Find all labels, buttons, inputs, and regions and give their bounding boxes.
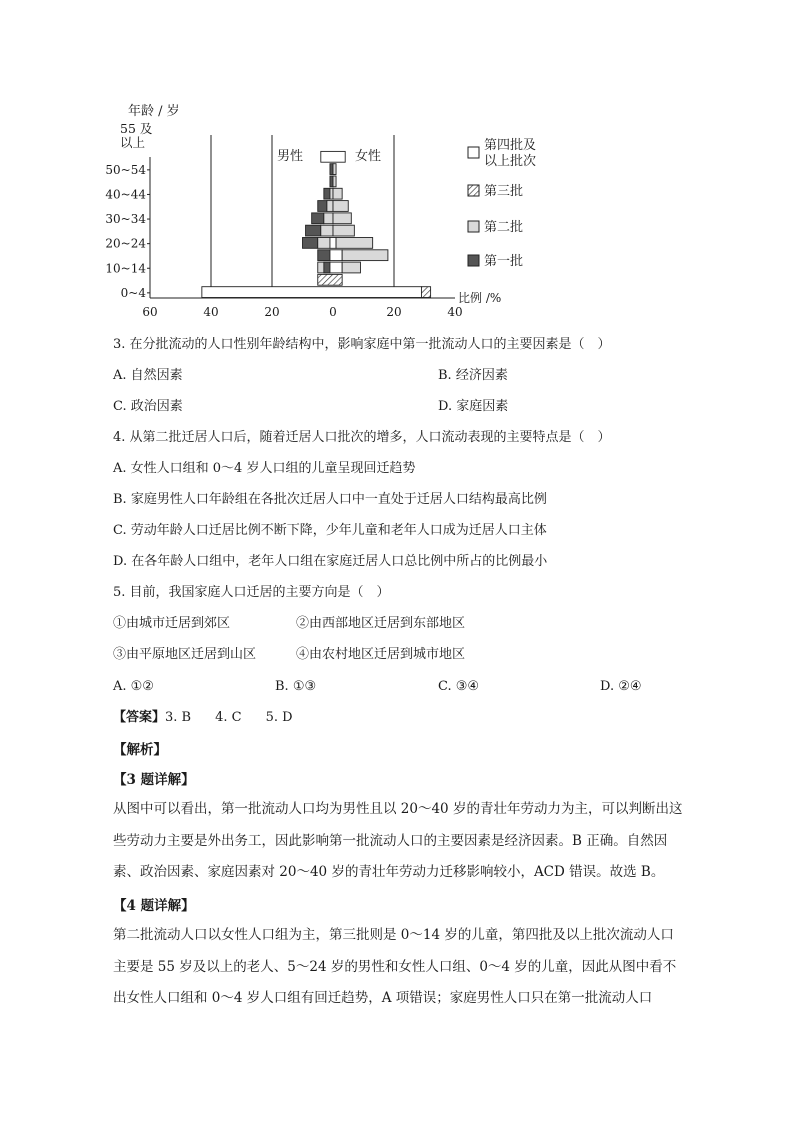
bar — [318, 274, 342, 285]
legend — [468, 137, 536, 269]
legend-label: 第一批 — [484, 254, 524, 269]
q4-option-a: A. 女性人口组和 0～4 岁人口组的儿童呈现回迁趋势 — [113, 461, 416, 476]
age-label: 0~4 — [120, 285, 146, 300]
q5-statement-2: ②由西部地区迁居到东部地区 — [296, 616, 466, 631]
question-3-stem: 3. 在分批流动的人口性别年龄结构中，影响家庭中第一批流动人口的主要因素是（ ） — [113, 337, 611, 352]
q5-statement-3: ③由平原地区迁居到山区 — [113, 647, 257, 662]
bar — [333, 164, 336, 175]
q3-option-a: A. 自然因素 — [113, 368, 183, 383]
q5-option-c: C. ③④ — [438, 679, 480, 694]
bar — [342, 250, 388, 261]
bar — [312, 213, 324, 224]
bar — [330, 176, 333, 187]
legend-label: 第二批 — [484, 220, 524, 235]
bar — [324, 262, 330, 273]
bar — [318, 250, 330, 261]
answer-key: 【答案】 — [113, 710, 166, 725]
answer-4: 4. C — [215, 710, 242, 725]
bar — [303, 238, 318, 249]
question-5-stem: 5. 目前，我国家庭人口迁居的主要方向是（ ） — [113, 585, 390, 600]
bar — [330, 250, 342, 261]
age-label: 以上 — [120, 135, 146, 150]
age-label: 20~24 — [105, 236, 146, 251]
female-label: 女性 — [355, 149, 382, 164]
bar — [330, 238, 336, 249]
bar — [324, 188, 330, 199]
bar — [330, 262, 342, 273]
answer-line — [113, 709, 293, 727]
age-labels — [105, 121, 152, 300]
population-pyramid-chart — [105, 95, 537, 320]
detail-4-title: 【4 题详解】 — [113, 898, 195, 914]
q4-option-b: B. 家庭男性人口年龄组在各批次迁居人口中一直处于迁居人口结构最高比例 — [113, 492, 547, 507]
q5-option-b: B. ①③ — [275, 679, 317, 694]
legend-label: 第四批及 — [484, 138, 537, 153]
bar — [336, 238, 373, 249]
detail-4-text: 第二批流动人口以女性人口组为主，第三批则是 0～14 岁的儿童，第四批及以上批次流动人口主要是 55 岁及以上的老人、5～24 岁的男性和女性人口组、0～4 岁的儿童，因此从图中看不出女性人口组和 0～4 岁人口组有回迁趋势，A 项错误；家庭男性人口只在第一批流动人口 — [113, 927, 677, 1006]
q4-option-d: D. 在各年龄人口组中，老年人口组在家庭迁居人口总比例中所占的比例最小 — [113, 554, 548, 569]
x-tick-labels — [142, 305, 462, 319]
x-tick-label: 20 — [264, 305, 280, 319]
q3-option-d: D. 家庭因素 — [438, 399, 509, 414]
bar — [333, 213, 351, 224]
bar — [330, 188, 333, 199]
male-label: 男性 — [277, 149, 304, 164]
legend-swatch — [468, 221, 479, 232]
x-tick-label: 40 — [203, 305, 219, 319]
answer-3: 3. B — [165, 710, 192, 725]
q3-option-b: B. 经济因素 — [438, 368, 508, 383]
answer-5: 5. D — [265, 710, 293, 725]
bar — [318, 238, 330, 249]
age-label: 40~44 — [105, 187, 146, 202]
legend-swatch — [468, 255, 479, 266]
legend-label: 以上批次 — [484, 154, 537, 169]
age-label: 50~54 — [105, 162, 146, 177]
y-axis-title: 年龄 / 岁 — [128, 104, 180, 119]
bar — [202, 287, 422, 298]
x-tick-label: 60 — [142, 305, 158, 319]
bar — [333, 201, 348, 212]
x-tick-label: 40 — [447, 305, 463, 319]
detail-3-text: 从图中可以看出，第一批流动人口均为男性且以 20～40 岁的青壮年劳动力为主，可以判断出这些劳动力主要是外出务工，因此影响第一批流动人口的主要因素是经济因素。B 正确。自然因素、政治因素、家庭因素对 20～40 岁的青壮年劳动力迁移影响较小，ACD 错误。故选 B。 — [113, 801, 683, 880]
bar — [333, 176, 336, 187]
q5-option-d: D. ②④ — [600, 679, 642, 694]
bar — [324, 213, 333, 224]
legend-swatch — [468, 147, 479, 158]
analysis-title: 【解析】 — [113, 742, 167, 758]
legend-swatch — [468, 185, 479, 196]
bar — [330, 164, 333, 175]
bars — [202, 151, 431, 297]
age-label: 10~14 — [105, 261, 146, 276]
age-label: 30~34 — [105, 212, 146, 227]
bar — [333, 225, 354, 236]
bar — [321, 225, 333, 236]
detail-3-title: 【3 题详解】 — [113, 772, 195, 788]
x-axis-title: 比例 /% — [458, 291, 502, 305]
bar — [342, 262, 360, 273]
q5-statement-4: ④由农村地区迁居到城市地区 — [296, 647, 466, 662]
legend-label: 第三批 — [484, 184, 524, 199]
q5-option-a: A. ①② — [113, 679, 154, 694]
question-4-stem: 4. 从第二批迁居人口后，随着迁居人口批次的增多，人口流动表现的主要特点是（ ） — [113, 430, 611, 445]
bar — [327, 201, 333, 212]
bar — [321, 151, 345, 162]
x-tick-label: 20 — [386, 305, 402, 319]
x-tick-label: 0 — [329, 305, 337, 319]
bar — [333, 188, 342, 199]
q4-option-c: C. 劳动年龄人口迁居比例不断下降，少年儿童和老年人口成为迁居人口主体 — [113, 523, 547, 538]
q3-option-c: C. 政治因素 — [113, 399, 183, 414]
bar — [421, 287, 430, 298]
bar — [306, 225, 321, 236]
bar — [318, 201, 327, 212]
q5-statement-1: ①由城市迁居到郊区 — [113, 616, 231, 631]
age-label: 55 及 — [120, 121, 153, 136]
